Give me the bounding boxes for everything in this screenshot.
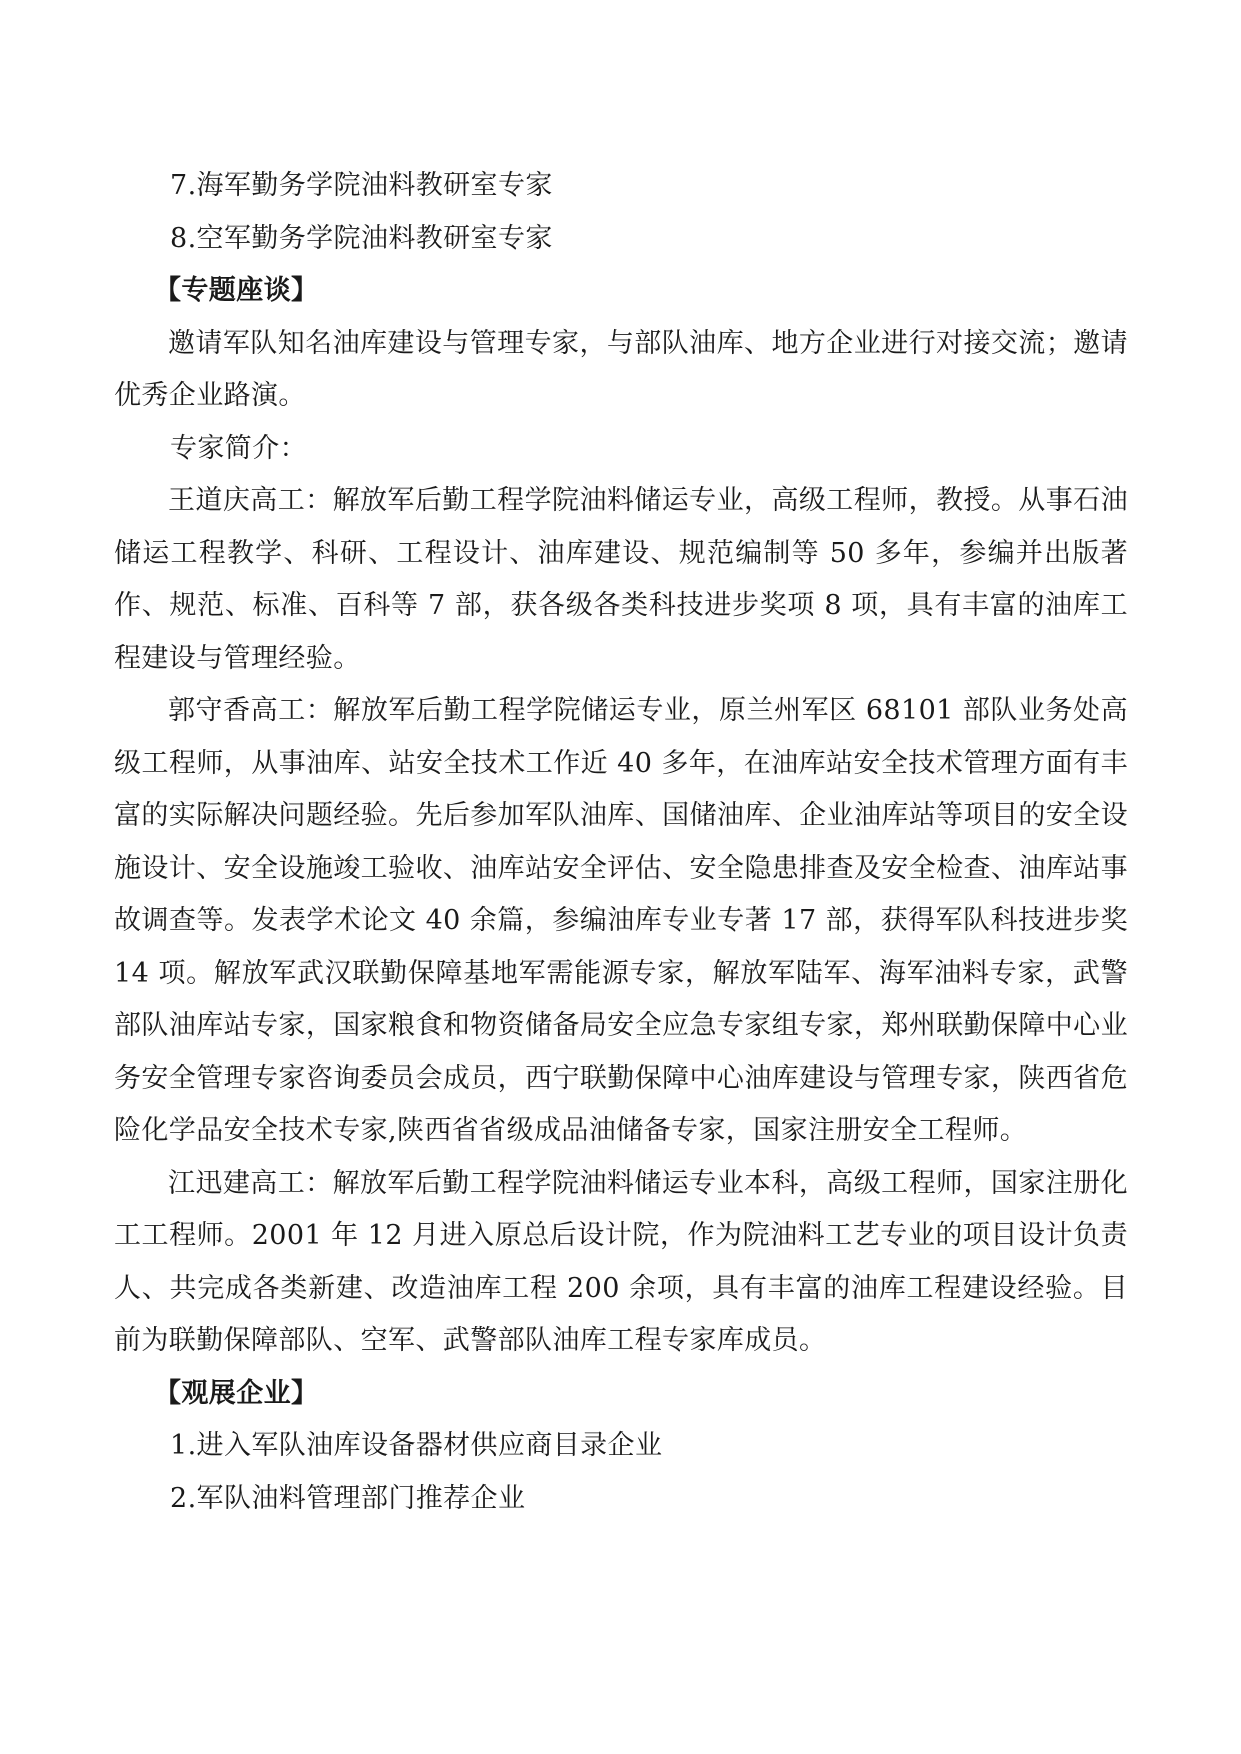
expert-bio-wang: 王道庆高工：解放军后勤工程学院油料储运专业，高级工程师，教授。从事石油储运工程教学、科研、工程设计、油库建设、规范编制等 50 多年，参编并出版著作、规范、标准、百科等 7 部，获各级各类科技进步奖项 8 项，具有丰富的油库工程建设与管理经验。 xyxy=(114,485,1128,674)
expert-bio-guo: 郭守香高工：解放军后勤工程学院储运专业，原兰州军区 68101 部队业务处高级工程师，从事油库、站安全技术工作近 40 多年，在油库站安全技术管理方面有丰富的实际解决问题经验。先后参加军队油库、国储油库、企业油库站等项目的安全设施设计、安全设施竣工验收、油库站安全评估、安全隐患排查及安全检查、油库站事故调查等。发表学术论文 40 余篇，参编油库专业专著 17 部，获得军队科技进步奖 14 项。解放军武汉联勤保障基地军需能源专家，解放军陆军、海军油料专家，武警部队油库站专家，国家粮食和物资储备局安全应急专家组专家，郑州联勤保障中心业务安全管理专家咨询委员会成员，西宁联勤保障中心油库建设与管理专家，陕西省危险化学品安全技术专家,陕西省省级成品油储备专家，国家注册安全工程师。 xyxy=(114,695,1128,1146)
document-body xyxy=(114,160,1128,1525)
expert-bio-jiang: 江迅建高工：解放军后勤工程学院油料储运专业本科，高级工程师，国家注册化工工程师。2001 年 12 月进入原总后设计院，作为院油料工艺专业的项目设计负责人、共完成各类新建、改造油库工程 200 余项，具有丰富的油库工程建设经验。目前为联勤保障部队、空军、武警部队油库工程专家库成员。 xyxy=(114,1167,1128,1356)
section-heading-forum: 【专题座谈】 xyxy=(154,275,319,306)
forum-intro-paragraph: 邀请军队知名油库建设与管理专家，与部队油库、地方企业进行对接交流；邀请优秀企业路演。 xyxy=(114,327,1128,411)
exhibitor-item-2: 2.军队油料管理部门推荐企业 xyxy=(170,1482,526,1514)
exhibitor-item-1: 1.进入军队油库设备器材供应商目录企业 xyxy=(170,1430,663,1461)
list-item-7: 7.海军勤务学院油料教研室专家 xyxy=(170,170,553,201)
section-heading-exhibitors: 【观展企业】 xyxy=(154,1377,319,1409)
experts-label: 专家简介： xyxy=(170,432,307,464)
list-item-8: 8.空军勤务学院油料教研室专家 xyxy=(170,222,553,254)
